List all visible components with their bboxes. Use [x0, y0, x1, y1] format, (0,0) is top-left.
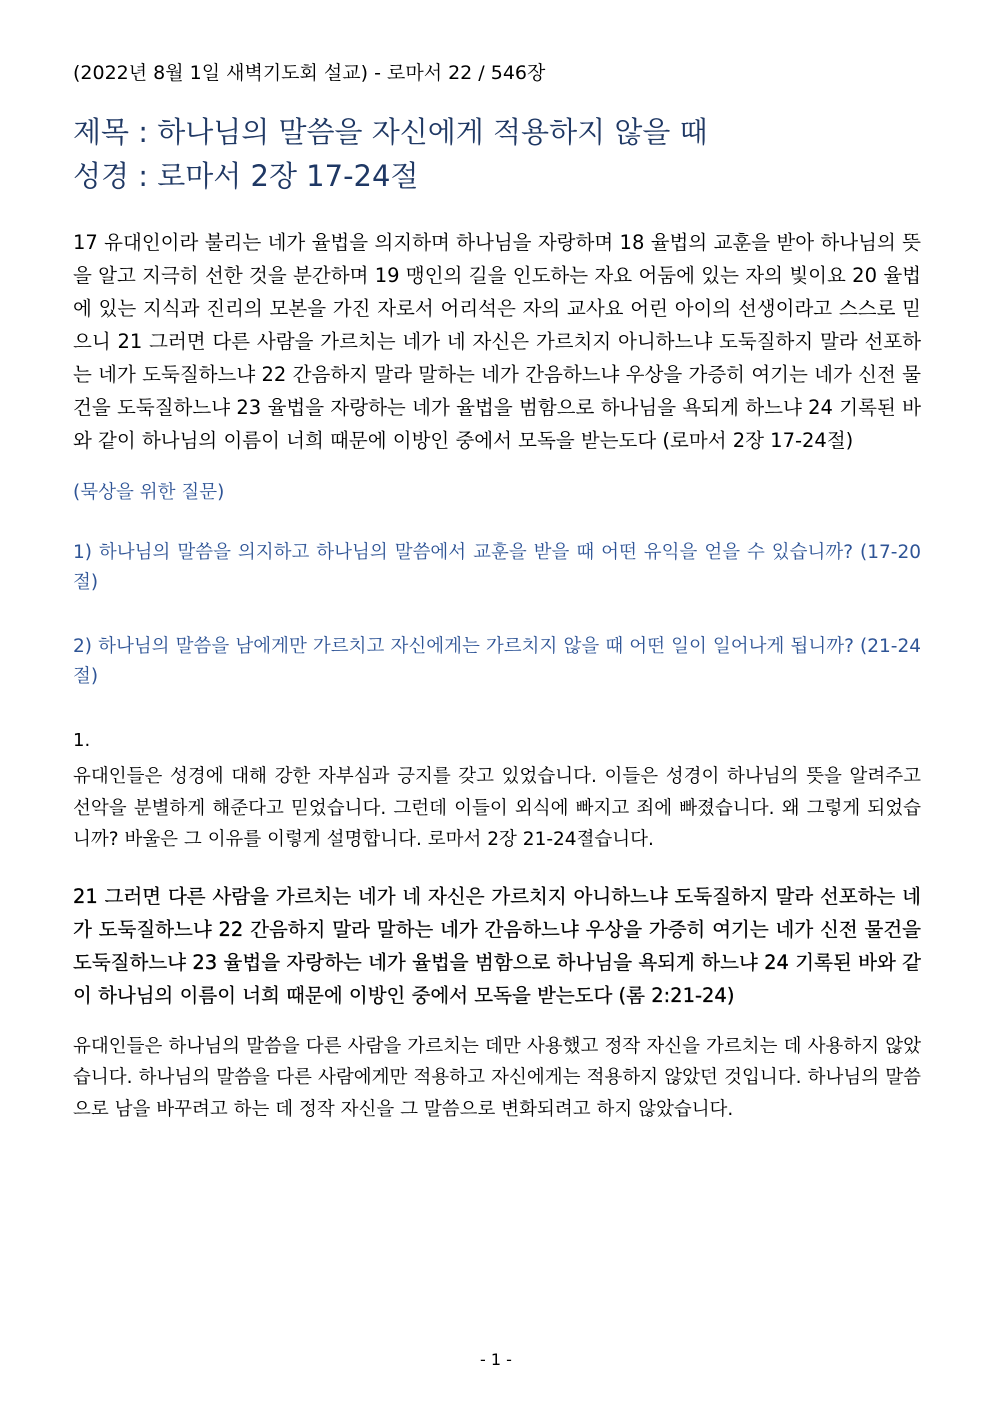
- meditation-questions: [73, 478, 921, 692]
- closing-paragraph: 유대인들은 하나님의 말씀을 다른 사람을 가르치는 데만 사용했고 정작 자신을 가르치는 데 사용하지 않았습니다. 하나님의 말씀을 다른 사람에게만 적용하고 자신에게는 적용하지 않았던 것입니다. 하나님의 말씀으로 남을 바꾸려고 하는 데 정작 자신을 그 말씀으로 변화되려고 하지 않았습니다.: [73, 1035, 921, 1120]
- meditation-heading: (묵상을 위한 질문): [73, 482, 225, 503]
- sermon-title: 제목 : 하나님의 말씀을 자신에게 적용하지 않을 때: [73, 115, 708, 149]
- title-block: [73, 110, 921, 198]
- section-number: 1.: [73, 730, 91, 751]
- scripture-reference: 성경 : 로마서 2장 17-24절: [73, 159, 419, 193]
- section-paragraph: 유대인들은 성경에 대해 강한 자부심과 긍지를 갖고 있었습니다. 이들은 성경이 하나님의 뜻을 알려주고 선악을 분별하게 해준다고 믿었습니다. 그런데 이들이 외식에 빠지고 죄에 빠졌습니다. 왜 그렇게 되었습니까? 바울은 그 이유를 이렇게 설명합니다. 로마서 2장 21-24졀습니다.: [73, 766, 921, 850]
- meditation-question-2: 2) 하나님의 말씀을 남에게만 가르치고 자신에게는 가르치지 않을 때 어떤 일이 일어나게 됩니까? (21-24절): [73, 636, 921, 687]
- page-number: - 1 -: [480, 1350, 512, 1369]
- scripture-quote: 21 그러면 다른 사람을 가르치는 네가 네 자신은 가르치지 아니하느냐 도둑질하지 말라 선포하는 네가 도둑질하느냐 22 간음하지 말라 말하는 네가 간음하느냐 우상을 가증히 여기는 네가 신전 물건을 도둑질하느냐 23 율법을 자랑하는 네가 율법을 범함으로 하나님을 욕되게 하느냐 24 기록된 바와 같이 하나님의 이름이 너희 때문에 이방인 중에서 모독을 받는도다 (롬 2:21-24): [73, 884, 921, 1007]
- scripture-passage: 17 유대인이라 불리는 네가 율법을 의지하며 하나님을 자랑하며 18 율법의 교훈을 받아 하나님의 뜻을 알고 지극히 선한 것을 분간하며 19 맹인의 길을 인도하는 자요 어둠에 있는 자의 빛이요 20 율법에 있는 지식과 진리의 모본을 가진 자로서 어리석은 자의 교사요 어린 아이의 선생이라고 스스로 믿으니 21 그러면 다른 사람을 가르치는 네가 네 자신은 가르치지 아니하느냐 도둑질하지 말라 선포하는 네가 도둑질하느냐 22 간음하지 말라 말하는 네가 간음하느냐 우상을 가증히 여기는 네가 신전 물건을 도둑질하느냐 23 율법을 자랑하는 네가 율법을 범함으로 하나님을 욕되게 하느냐 24 기록된 바와 같이 하나님의 이름이 너희 때문에 이방인 중에서 모독을 받는도다 (로마서 2장 17-24절): [73, 231, 921, 452]
- document-page: [73, 60, 921, 1149]
- meditation-question-1: 1) 하나님의 말씀을 의지하고 하나님의 말씀에서 교훈을 받을 때 어떤 유익을 얻을 수 있습니까? (17-20절): [73, 542, 921, 593]
- sermon-header: (2022년 8월 1일 새벽기도회 설교) - 로마서 22 / 546장: [73, 62, 546, 84]
